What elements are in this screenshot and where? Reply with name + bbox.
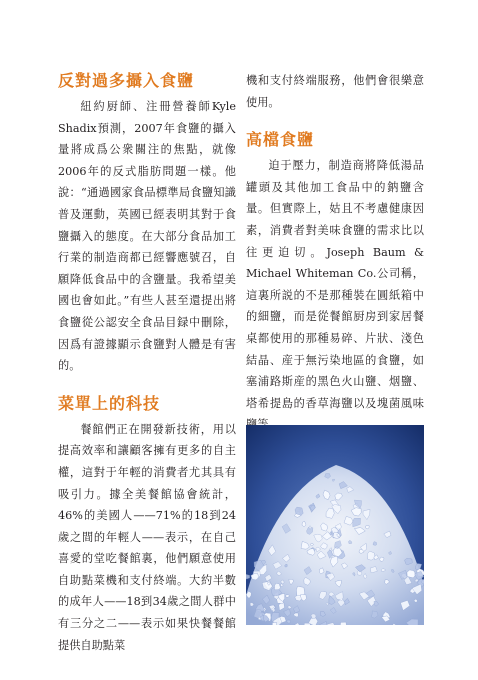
paragraph-menu-tech: 餐館們正在開發新技術，用以提高效率和讓顧客擁有更多的自主權，這對于年輕的消費者尤其具有吸引力。據全美餐館協會統計，46%的美國人——71%的18到24歲之間的年輕人——表示，在自己喜愛的堂吃餐館裏，他們願意使用自助點菜機和支付終端。大約半數的成年人——18到34歲之間人群中有三分之二——表示如果快餐餐館提供自助點菜 (58, 422, 236, 652)
salt-crystal (272, 623, 277, 626)
salt-crystal (340, 622, 347, 625)
section-heading-menu-tech: 菜單上的科技 (58, 393, 161, 413)
paragraph-gourmet-salt: 迫于壓力，制造商將降低湯品罐頭及其他加工食品中的鈉鹽含量。但實際上，姑且不考慮健康因素，消費者對美味食鹽的需求比以往更迫切。Joseph Baum & Michael Whiteman Co.公司稱，這裏所説的不是那種裝在圓紙箱中的細鹽，而是從餐館厨房到家居餐桌都使用的那種易碎、片狀、淺色結晶、産于無污染地區的食鹽，如塞浦路斯産的黑色火山鹽、烟鹽、塔希提島的香草海鹽以及塊菌風味 (246, 159, 424, 410)
right-column (246, 70, 424, 436)
salt-crystals-photo (246, 425, 424, 625)
section-heading-reduce-salt: 反對過多攝入食鹽 (58, 71, 195, 90)
left-column (58, 70, 236, 656)
salt-crystal (304, 623, 311, 625)
paragraph-continuation: 機和支付終端服務，他們會很樂意使用。 (246, 74, 424, 109)
salt-crystals-image (246, 425, 424, 625)
paragraph-reduce-salt: 紐約厨師、注冊營養師Kyle Shadix預測，2007年食鹽的攝入量將成爲公衆關注的焦點，就像2006年的反式脂肪問題一樣。他說：“通過國家食品標準局食鹽知識普及運動，英國已經表明其對于食鹽攝入的態度。在大部分食品加工行業的制造商都已經響應號召，自願降低食品中的含鹽量。我希望美國也會如此。”有些人甚至還提出將食鹽從公認安全食品目録中刪除，因爲有證據顯示食鹽對人體是有害的。 (58, 100, 236, 373)
section-heading-gourmet-salt: 高檔食鹽 (246, 130, 315, 150)
